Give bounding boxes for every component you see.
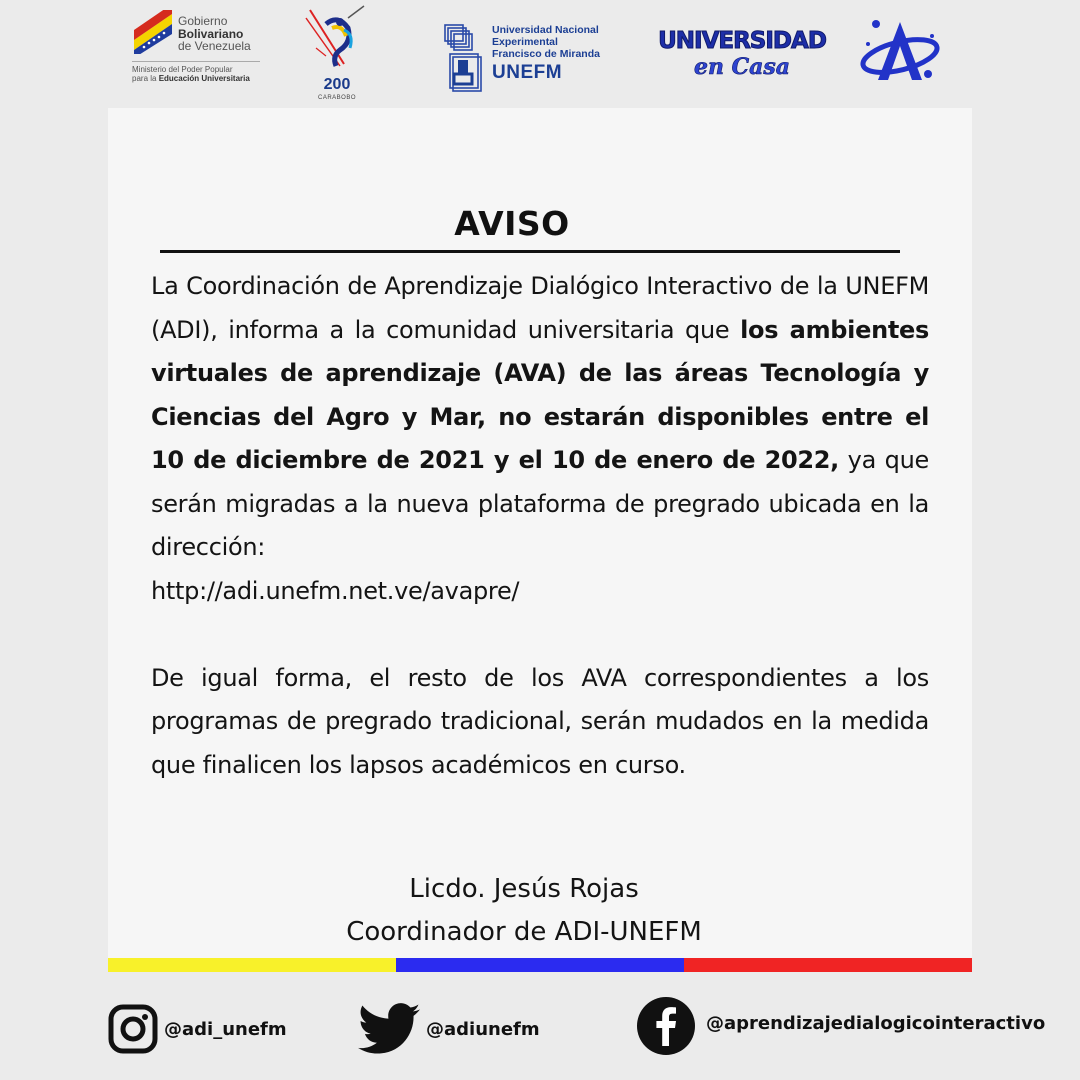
gobierno-bolivariano-logo (132, 10, 272, 90)
unefm-name (492, 24, 600, 60)
instagram-icon (108, 1004, 158, 1054)
twitter-link[interactable] (358, 1003, 540, 1055)
uec-line-1: UNIVERSIDAD (658, 28, 826, 54)
unefm-logo (442, 22, 622, 98)
adi-logo (858, 14, 942, 90)
bicentenario-label: CARABOBO (317, 95, 356, 101)
signature-role: Coordinador de ADI-UNEFM (346, 917, 702, 947)
bicentenario-carabobo-logo (292, 4, 382, 108)
notice-title: AVISO (454, 204, 570, 243)
ministry-line-2: para la Educación Universitaria (132, 74, 250, 83)
adi-emblem-icon (858, 14, 942, 90)
notice-paragraph-2: De igual forma, el resto de los AVA correspondientes a los programas de pregrado tradicional, serán mudados en la medida que finalicen los lapsos académicos en curso. (151, 663, 929, 779)
instagram-handle: @adi_unefm (164, 1018, 287, 1040)
twitter-handle: @adiunefm (426, 1018, 540, 1040)
p1-intro: La Coordinación de Aprendizaje Dialógico Interactivo de la UNEFM (ADI), informa a la comunidad universitaria que (151, 272, 929, 344)
p1-outro: ya que serán migradas a la nueva plataforma de pregrado ubicada en la dirección: (151, 446, 929, 561)
p1-bold: los ambientes virtuales de aprendizaje (AVA) de las áreas Tecnología y Ciencias del Agro y Mar, no estarán disponibles entre el 10 de diciembre de 2021 y el 10 de enero de 2022, (151, 315, 929, 474)
facebook-handle: @aprendizajedialogicointeractivo (706, 1012, 1046, 1034)
tricolor-bar (108, 958, 972, 972)
bicentenario-number: 200 (323, 76, 351, 93)
gob-line-1: Gobierno (178, 14, 228, 28)
gobierno-text (178, 15, 251, 53)
flag-blue (396, 958, 684, 972)
bicentenario-emblem-icon (292, 4, 382, 76)
uec-line-2: en Casa (693, 54, 791, 80)
signature-name: Licdo. Jesús Rojas (409, 874, 639, 904)
ministry-line-1: Ministerio del Poder Popular (132, 65, 233, 74)
venezuela-flag-icon (132, 10, 174, 54)
facebook-link[interactable] (636, 996, 1045, 1056)
flag-yellow (108, 958, 396, 972)
notice-paragraph-1 (151, 265, 929, 613)
header-logos (0, 0, 1080, 108)
signature (108, 868, 940, 954)
notice-url[interactable]: http://adi.unefm.net.ve/avapre/ (151, 576, 520, 605)
notice-card (108, 108, 972, 958)
unefm-emblem-icon (442, 22, 486, 94)
flag-red (684, 958, 972, 972)
instagram-link[interactable] (108, 1004, 287, 1054)
notice-body (151, 265, 929, 787)
unefm-line-2: Experimental (492, 36, 558, 48)
universidad-en-casa-logo (656, 28, 828, 84)
ministry-text (132, 61, 260, 83)
gob-line-3: de Venezuela (178, 39, 251, 53)
unefm-line-1: Universidad Nacional (492, 24, 599, 36)
unefm-acronym: UNEFM (492, 62, 563, 83)
gob-line-2: Bolivariano (178, 26, 244, 41)
twitter-icon (358, 1003, 420, 1055)
facebook-icon (636, 996, 696, 1056)
unefm-line-3: Francisco de Miranda (492, 48, 600, 60)
title-underline (160, 250, 900, 253)
